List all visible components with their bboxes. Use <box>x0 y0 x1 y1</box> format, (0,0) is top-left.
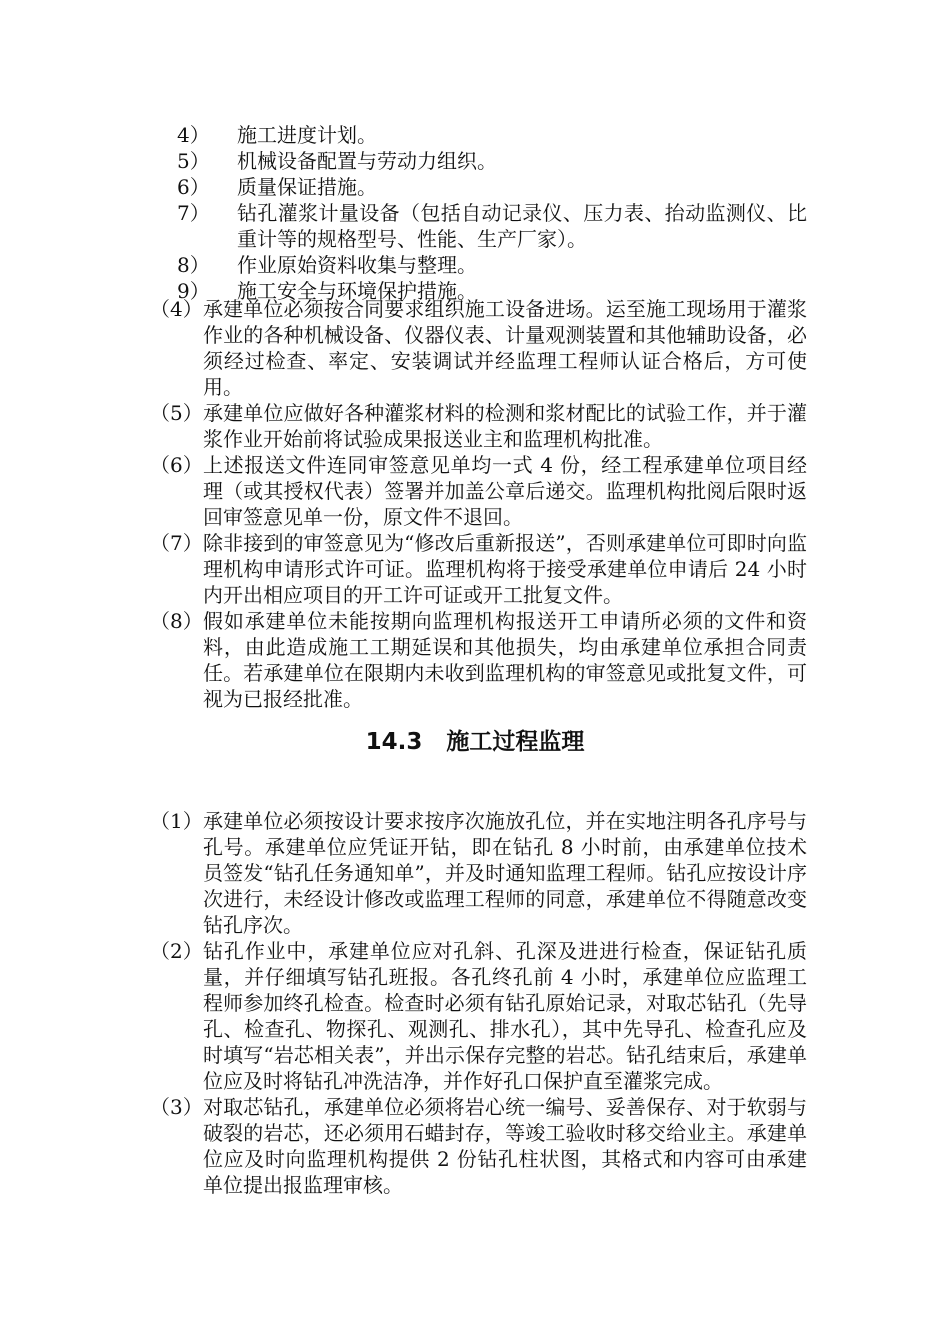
list-item-number: 8） <box>177 253 210 277</box>
list-item <box>0 938 950 1094</box>
list-item-number: 4） <box>177 123 210 147</box>
list-item-number: （5） <box>150 401 203 425</box>
list-item <box>0 400 950 452</box>
list-item-number: 9） <box>177 279 210 303</box>
list-item-text: 承建单位必须按设计要求按序次施放孔位，并在实地注明各孔序号与孔号。承建单位应凭证开钻，即在钻孔 8 小时前，由承建单位技术员签发“钻孔任务通知单”，并及时通知监理工程师。钻孔应按设计序次进行，未经设计修改或监理工程师的同意，承建单位不得随意改变钻孔序次。 <box>203 809 807 937</box>
list-item-text: 对取芯钻孔，承建单位必须将岩心统一编号、妥善保存、对于软弱与破裂的岩芯，还必须用石蜡封存，等竣工验收时移交给业主。承建单位应及时向监理机构提供 2 份钻孔柱状图，其格式和内容可由承建单位提出报监理审核。 <box>203 1095 807 1197</box>
list-item-text: 承建单位应做好各种灌浆材料的检测和浆材配比的试验工作，并于灌浆作业开始前将试验成果报送业主和监理机构批准。 <box>203 401 807 451</box>
list-item-text: 除非接到的审签意见为“修改后重新报送”，否则承建单位可即时向监理机构申请形式许可证。监理机构将于接受承建单位申请后 24 小时内开出相应项目的开工许可证或开工批复文件。 <box>203 531 807 607</box>
list-item-number: （6） <box>150 453 203 477</box>
list-item-number: （4） <box>150 297 203 321</box>
list-item <box>0 174 950 200</box>
list-item-number: （3） <box>150 1095 203 1119</box>
list-item-number: （2） <box>150 939 203 963</box>
section-number: 14.3 <box>365 729 423 755</box>
list-item <box>0 452 950 530</box>
list-item <box>0 252 950 278</box>
list-item-text: 作业原始资料收集与整理。 <box>237 253 477 277</box>
list-item <box>0 200 950 252</box>
requirements-list <box>0 296 950 712</box>
section-heading <box>0 726 950 758</box>
list-item <box>0 296 950 400</box>
list-item-number: 7） <box>177 201 210 225</box>
list-item-text: 钻孔灌浆计量设备（包括自动记录仪、压力表、抬动监测仪、比重计等的规格型号、性能、生产厂家）。 <box>237 201 807 251</box>
list-item-text: 施工安全与环境保护措施。 <box>237 279 477 303</box>
list-item-text: 假如承建单位未能按期向监理机构报送开工申请所必须的文件和资料，由此造成施工工期延误和其他损失，均由承建单位承担合同责任。若承建单位在限期内未收到监理机构的审签意见或批复文件，可视为已报经批准。 <box>203 609 807 711</box>
list-item-text: 施工进度计划。 <box>237 123 377 147</box>
list-item <box>0 122 950 148</box>
list-item-text: 质量保证措施。 <box>237 175 377 199</box>
list-item-number: （8） <box>150 609 203 633</box>
list-item-text: 机械设备配置与劳动力组织。 <box>237 149 497 173</box>
list-item-text: 承建单位必须按合同要求组织施工设备进场。运至施工现场用于灌浆作业的各种机械设备、仪器仪表、计量观测装置和其他辅助设备，必须经过检查、率定、安装调试并经监理工程师认证合格后，方可使用。 <box>203 297 807 399</box>
list-item-number: 5） <box>177 149 210 173</box>
list-item-number: （1） <box>150 809 203 833</box>
list-item <box>0 530 950 608</box>
list-item-number: （7） <box>150 531 203 555</box>
sub-item-list <box>0 122 950 304</box>
list-item-number: 6） <box>177 175 210 199</box>
list-item-text: 钻孔作业中，承建单位应对孔斜、孔深及进进行检查，保证钻孔质量，并仔细填写钻孔班报。各孔终孔前 4 小时，承建单位应监理工程师参加终孔检查。检查时必须有钻孔原始记录，对取芯钻孔（先导孔、检查孔、物探孔、观测孔、排水孔），其中先导孔、检查孔应及时填写“岩芯相关表”，并出示保存完整的岩芯。钻孔结束后，承建单位应及时将钻孔冲洗洁净，并作好孔口保护直至灌浆完成。 <box>203 939 807 1093</box>
section-title: 施工过程监理 <box>446 729 585 755</box>
list-item-text: 上述报送文件连同审签意见单均一式 4 份，经工程承建单位项目经理（或其授权代表）签署并加盖公章后递交。监理机构批阅后限时返回审签意见单一份，原文件不退回。 <box>203 453 807 529</box>
list-item <box>0 148 950 174</box>
list-item <box>0 808 950 938</box>
list-item <box>0 1094 950 1198</box>
list-item <box>0 608 950 712</box>
process-supervision-list <box>0 808 950 1198</box>
